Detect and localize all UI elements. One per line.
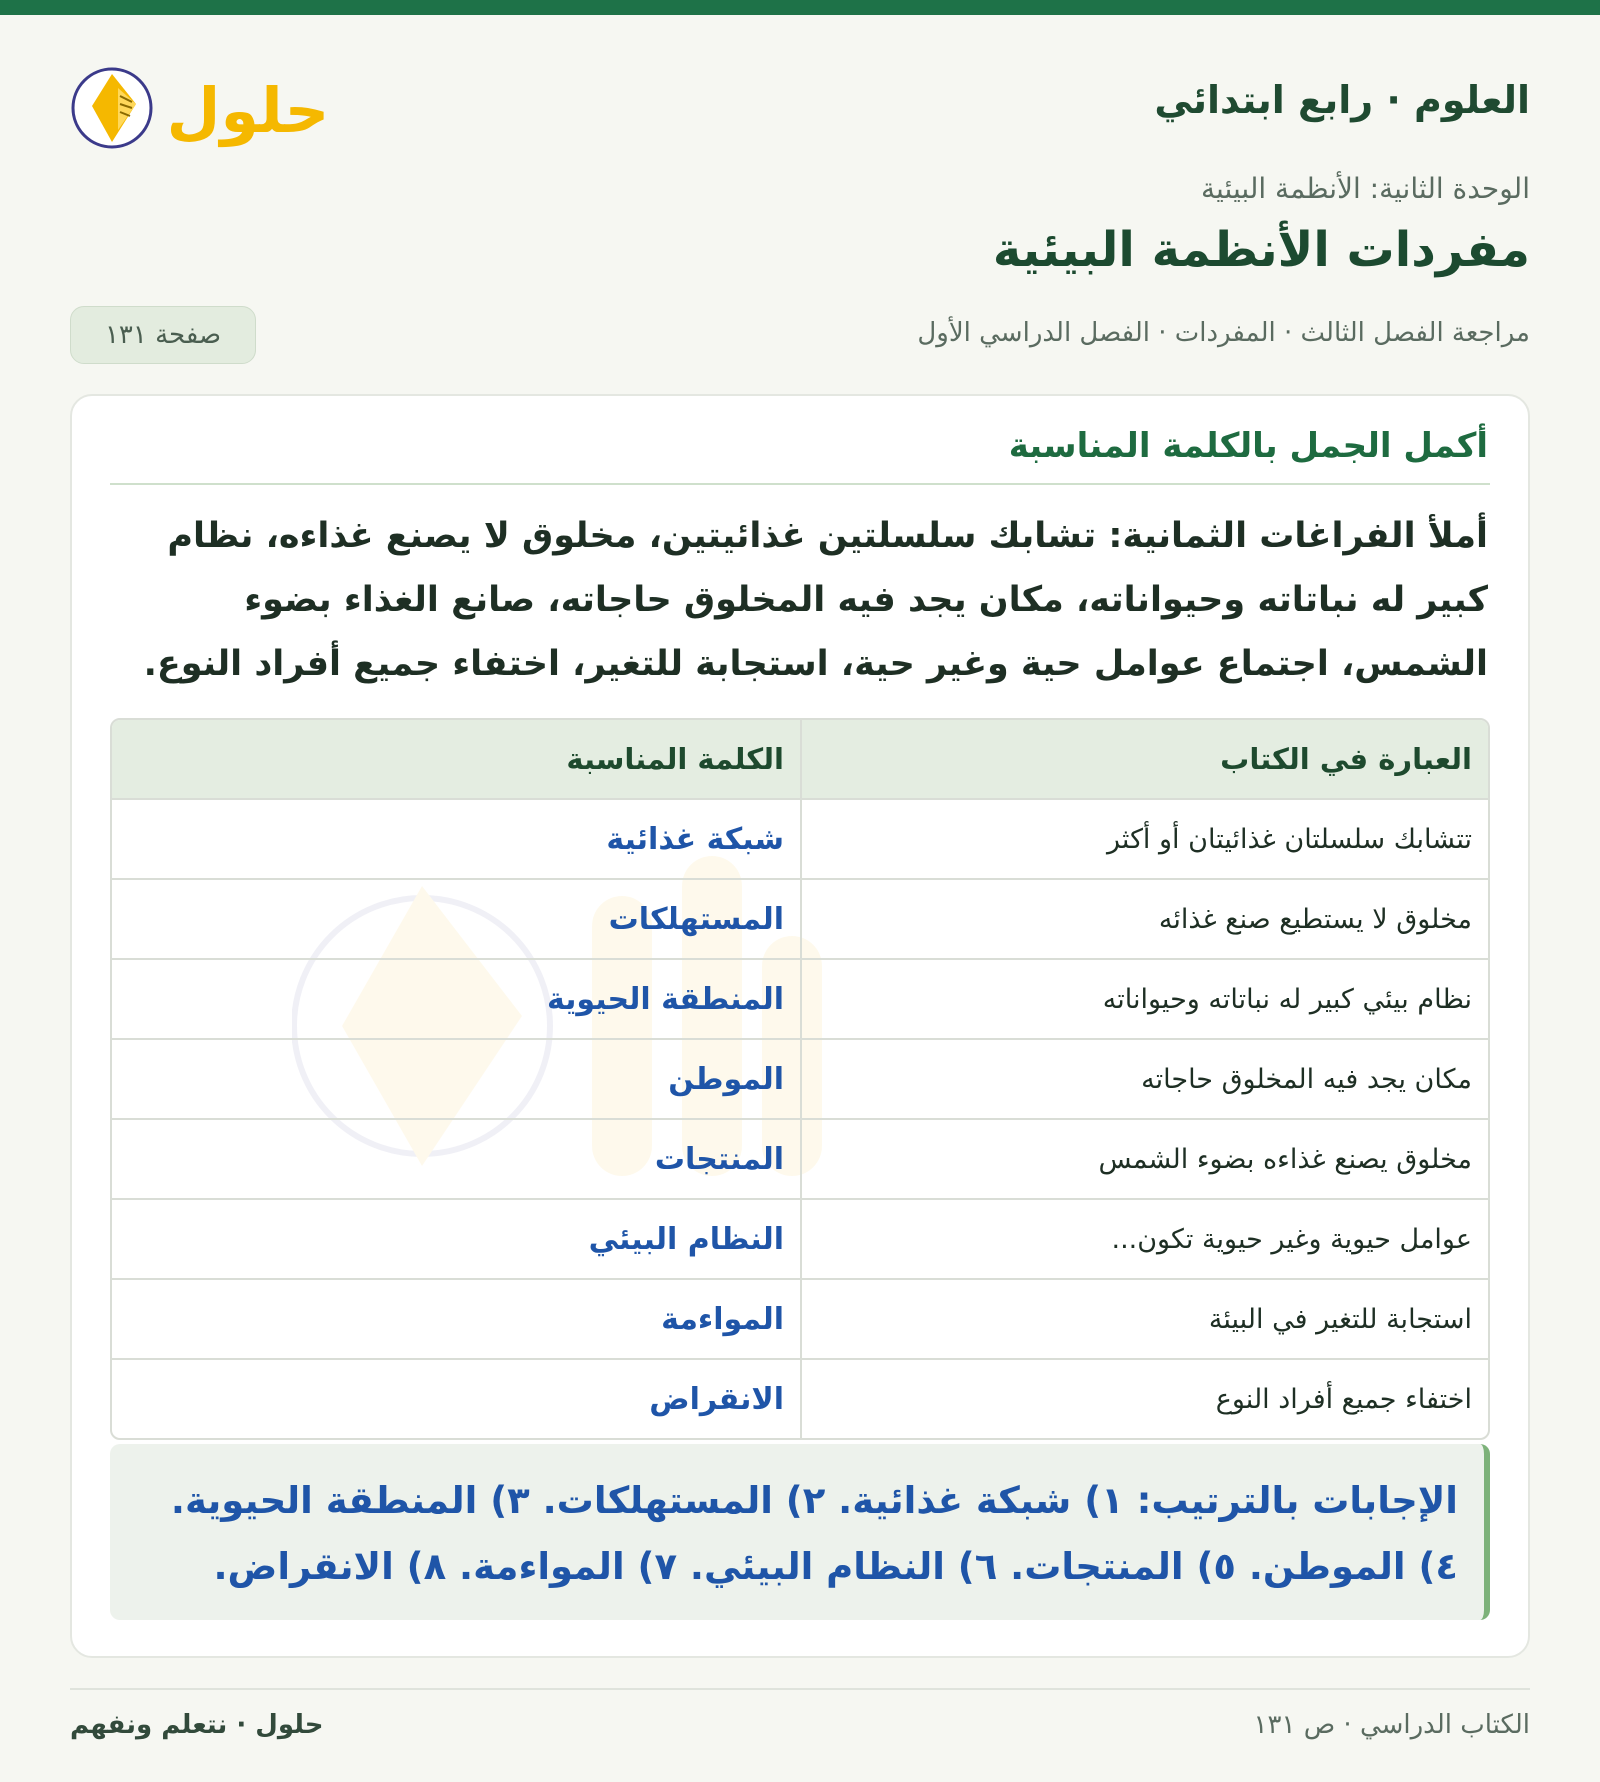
footer-page-ref: الكتاب الدراسي · ص ١٣١ (1253, 1710, 1530, 1740)
phrase-cell: استجابة للتغير في البيئة (800, 1280, 1488, 1358)
phrase-cell: عوامل حيوية وغير حيوية تكون... (800, 1200, 1488, 1278)
table-row (112, 1280, 1488, 1360)
section-divider (110, 483, 1490, 485)
exercise-card (70, 394, 1530, 1658)
word-cell: الموطن (668, 1061, 784, 1097)
phrase-cell: مخلوق يصنع غذاءه بضوء الشمس (800, 1120, 1488, 1198)
table-row (112, 960, 1488, 1040)
answers-box: الإجابات بالترتيب: ١) شبكة غذائية. ٢) المستهلكات. ٣) المنطقة الحيوية. ٤) الموطن. ٥) المنتجات. ٦) النظام البيئي. ٧) المواءمة. ٨) الانقراض. (110, 1444, 1490, 1620)
word-cell: الانقراض (649, 1381, 784, 1417)
word-cell: المنطقة الحيوية (546, 981, 784, 1017)
section-title: أكمل الجمل بالكلمة المناسبة (1008, 426, 1488, 466)
page-title: مفردات الأنظمة البيئية (992, 222, 1530, 278)
footer-divider (70, 1688, 1530, 1690)
hulul-logo (70, 50, 340, 160)
table-row (112, 1120, 1488, 1200)
phrase-cell: تتشابك سلسلتان غذائيتان أو أكثر (800, 800, 1488, 878)
footer-brand: حلول · نتعلم ونفهم (70, 1710, 324, 1740)
phrase-cell: مكان يجد فيه المخلوق حاجاته (800, 1040, 1488, 1118)
header (70, 50, 1530, 160)
word-cell: شبكة غذائية (606, 821, 784, 857)
phrase-cell: مخلوق لا يستطيع صنع غذائه (800, 880, 1488, 958)
word-cell: النظام البيئي (588, 1221, 784, 1257)
word-cell: المواءمة (661, 1301, 784, 1337)
instructions-text: أملأ الفراغات الثمانية: تشابك سلسلتين غذائيتين، مخلوق لا يصنع غذاءه، نظام كبير له نباتاته وحيواناته، مكان يجد فيه المخلوق حاجاته، صانع الغذاء بضوء الشمس، اجتماع عوامل حية وغير حية، استجابة للتغير، اختفاء جميع أفراد النوع. (143, 516, 1488, 684)
breadcrumb: مراجعة الفصل الثالث · المفردات · الفصل الدراسي الأول (917, 318, 1530, 348)
table-row (112, 800, 1488, 880)
top-accent-bar (0, 0, 1600, 15)
page-number-badge: صفحة ١٣١ (70, 306, 256, 364)
subject-title: العلوم · رابع ابتدائي (1154, 78, 1530, 122)
word-cell: المنتجات (654, 1141, 784, 1177)
vocabulary-table (110, 718, 1490, 1440)
word-cell: المستهلكات (608, 901, 784, 937)
table-header-row (112, 720, 1488, 800)
table-row (112, 1200, 1488, 1280)
unit-label: الوحدة الثانية: الأنظمة البيئية (1201, 172, 1530, 205)
phrase-cell: نظام بيئي كبير له نباتاته وحيواناته (800, 960, 1488, 1038)
header-word: الكلمة المناسبة (566, 742, 784, 776)
table-row (112, 1360, 1488, 1438)
header-phrase: العبارة في الكتاب (800, 720, 1488, 798)
phrase-cell: اختفاء جميع أفراد النوع (800, 1360, 1488, 1438)
logo-wordmark: حلول (166, 74, 330, 147)
table-row (112, 1040, 1488, 1120)
table-row (112, 880, 1488, 960)
